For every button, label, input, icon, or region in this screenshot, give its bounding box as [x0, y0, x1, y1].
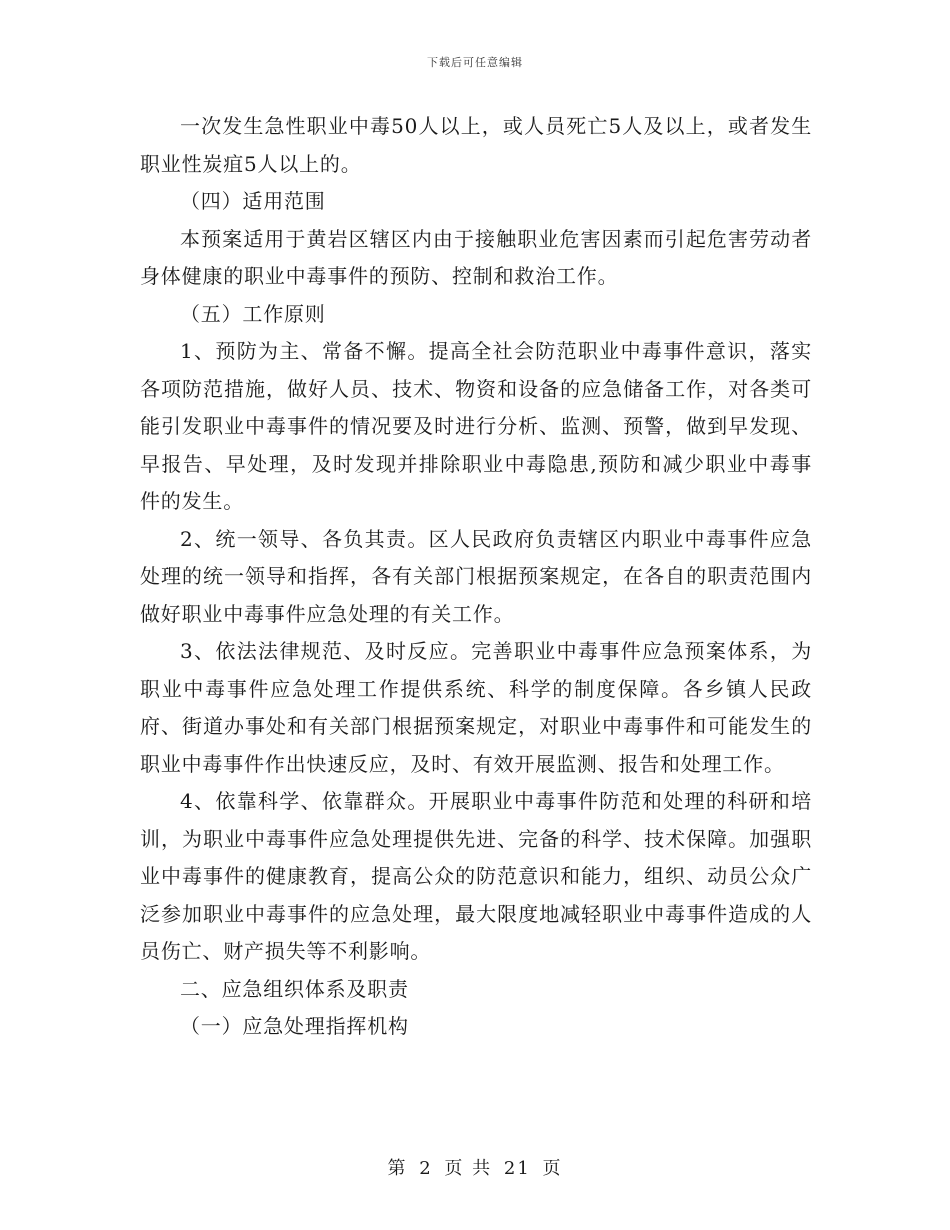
section-heading-command: （一）应急处理指挥机构	[180, 1014, 409, 1038]
document-body	[140, 108, 812, 1046]
section-heading-principles: （五）工作原则	[180, 301, 326, 326]
page-header: 下载后可任意编辑	[427, 56, 523, 69]
page-footer	[0, 1154, 950, 1180]
footer-middle: 页 共	[444, 1158, 493, 1179]
chapter-heading-organization: 二、应急组织体系及职责	[180, 976, 409, 1001]
paragraph-principle-1: 1、预防为主、常备不懈。提高全社会防范职业中毒事件意识，落实各项防范措施，做好人员、技术、物资和设备的应急储备工作，对各类可能引发职业中毒事件的情况要及时进行分析、监测、预警，做到早发现、早报告、早处理，及时发现并排除职业中毒隐患,预防和减少职业中毒事件的发生。	[140, 339, 812, 513]
paragraph-scope: 本预案适用于黄岩区辖区内由于接触职业危害因素而引起危害劳动者身体健康的职业中毒事件的预防、控制和救治工作。	[140, 226, 812, 288]
paragraph-principle-3: 3、依法法律规范、及时反应。完善职业中毒事件应急预案体系，为职业中毒事件应急处理工作提供系统、科学的制度保障。各乡镇人民政府、街道办事处和有关部门根据预案规定，对职业中毒事件和可能发生的职业中毒事件作出快速反应，及时、有效开展监测、报告和处理工作。	[140, 639, 812, 776]
footer-suffix: 页	[542, 1158, 563, 1179]
footer-page-number: 2	[419, 1158, 433, 1179]
section-heading-scope: （四）适用范围	[180, 189, 326, 213]
footer-total-pages: 21	[503, 1158, 531, 1179]
paragraph-continuation: 一次发生急性职业中毒50人以上，或人员死亡5人及以上，或者发生职业性炭疽5人以上的。	[140, 114, 812, 176]
footer-prefix: 第	[387, 1158, 408, 1179]
paragraph-principle-2: 2、统一领导、各负其责。区人民政府负责辖区内职业中毒事件应急处理的统一领导和指挥，各有关部门根据预案规定，在各自的职责范围内做好职业中毒事件应急处理的有关工作。	[140, 526, 812, 626]
paragraph-principle-4: 4、依靠科学、依靠群众。开展职业中毒事件防范和处理的科研和培训，为职业中毒事件应急处理提供先进、完备的科学、技术保障。加强职业中毒事件的健康教育，提高公众的防范意识和能力，组织、动员公众广泛参加职业中毒事件的应急处理，最大限度地减轻职业中毒事件造成的人员伤亡、财产损失等不利影响。	[140, 789, 812, 963]
